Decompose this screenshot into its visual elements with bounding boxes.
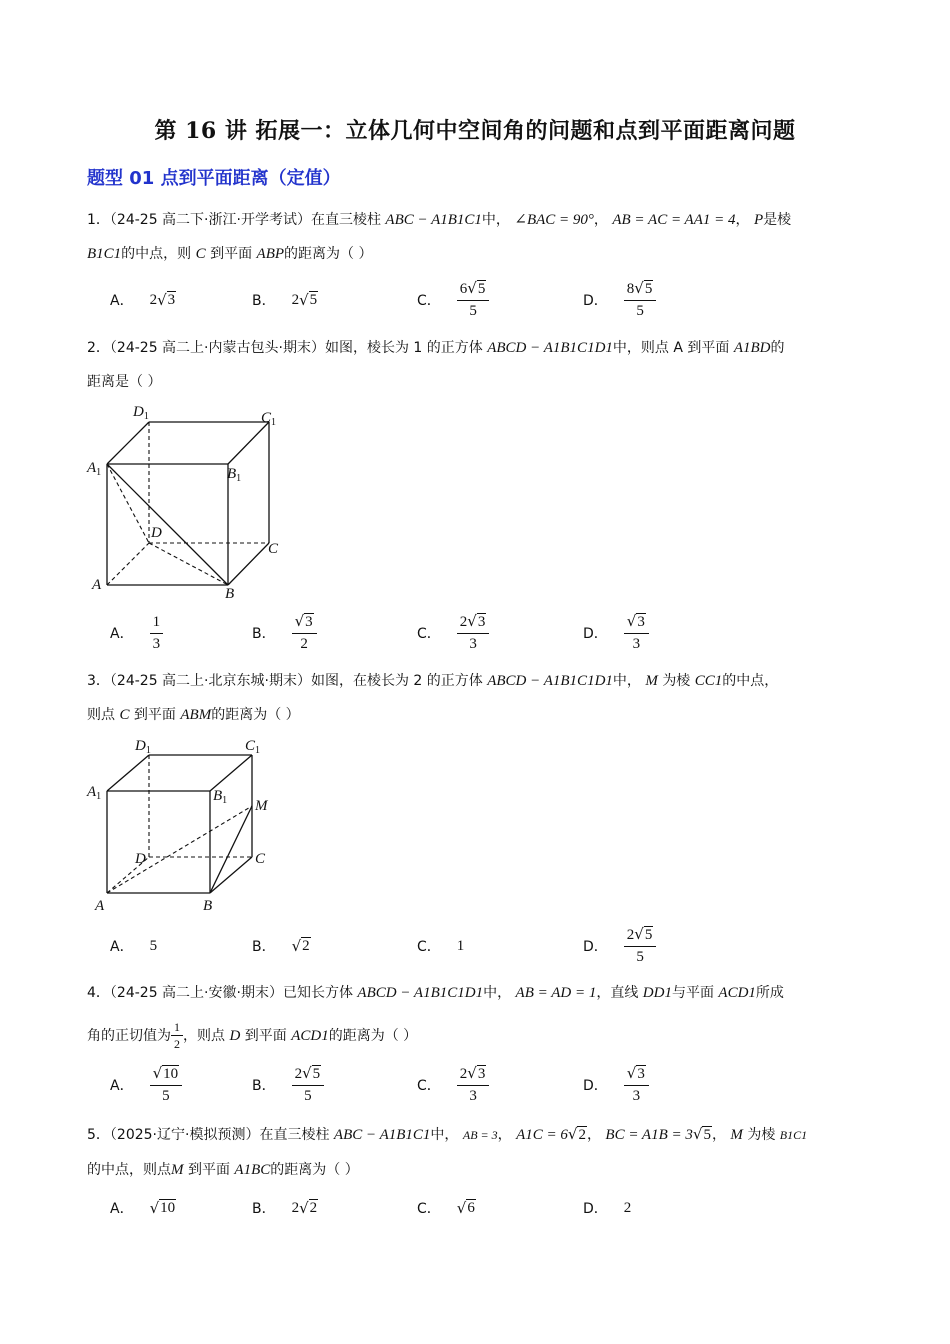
q5-prism: ABC − A1B1C1 <box>333 1127 431 1143</box>
option-radicand: 5 <box>477 281 486 297</box>
option-value: 2 <box>623 1199 632 1216</box>
option-coef: 2 <box>459 1066 468 1082</box>
q5-point-m: M <box>730 1127 743 1143</box>
option-coef: 2 <box>459 614 468 630</box>
option-letter: B． <box>252 293 276 309</box>
section-title: 题型 01 点到平面距离（定值） <box>87 168 341 189</box>
q3-point-m: M <box>645 673 658 689</box>
q4-option-d[interactable] <box>583 1062 649 1108</box>
label-a1: $A_1$ <box>87 460 102 478</box>
q5-point-m-2: M <box>171 1162 184 1178</box>
q1-option-b[interactable]: B． 2 √ 5 <box>252 291 318 309</box>
q1-text: ， <box>593 212 608 228</box>
q5-text: 的距离为（ ） <box>270 1162 359 1178</box>
q2-option-d[interactable] <box>583 610 649 656</box>
q2-text: 如图，棱长为 1 的正方体 <box>324 340 483 356</box>
option-value: 5 <box>149 937 158 954</box>
option-radicand: 5 <box>644 927 653 943</box>
option-letter: D． <box>583 939 608 955</box>
option-fraction: $\frac{6√5}{5}$ <box>457 279 490 321</box>
option-denominator: 3 <box>469 636 477 652</box>
option-letter: C． <box>417 293 441 309</box>
q3-option-b[interactable]: B． √ 2 <box>252 937 310 955</box>
q4-source: （24-25 高二上·安徽·期末） <box>109 985 283 1001</box>
q5-text: 在直三棱柱 <box>259 1127 330 1143</box>
q2-text: 的 <box>770 340 785 356</box>
hidden-edge-db <box>149 543 228 585</box>
q2-options <box>110 610 870 656</box>
label-c: C <box>255 851 266 867</box>
option-denominator: 3 <box>469 1088 477 1104</box>
q3-line-1 <box>87 671 778 691</box>
q3-text: 为棱 <box>662 673 691 689</box>
option-value: 1 <box>456 937 465 954</box>
q5-eq3-radicand: 5 <box>703 1127 711 1143</box>
label-d1: $D_1$ <box>133 404 149 422</box>
q3-plane: ABM <box>180 707 212 723</box>
option-coef: 8 <box>626 281 635 297</box>
option-letter: B． <box>252 626 276 642</box>
label-b: B <box>225 586 235 602</box>
q4-text: ，则点 <box>183 1027 225 1044</box>
q2-source: （24-25 高二上·内蒙古包头·期末） <box>109 340 325 356</box>
diagonal-a1b <box>107 464 228 585</box>
q3-number: 3． <box>87 673 110 689</box>
q4-text: 的距离为（ ） <box>328 1027 418 1044</box>
q3-text: 则点 <box>87 707 115 723</box>
q5-option-b[interactable]: B． 2 √ 2 <box>252 1199 318 1217</box>
option-radicand: 5 <box>644 281 653 297</box>
q4-number: 4． <box>87 985 110 1001</box>
q5-eq2: A1C = 6 <box>516 1127 568 1143</box>
label-c1: $C_1$ <box>261 410 277 428</box>
hidden-edge-a1d <box>107 464 149 543</box>
option-denominator: 3 <box>632 1088 641 1104</box>
q3-edge: CC1 <box>694 673 723 689</box>
option-radicand: 3 <box>477 1066 486 1082</box>
q2-text: 距离是（ ） <box>87 374 162 390</box>
q3-option-d[interactable] <box>583 923 656 969</box>
q5-line-1: 5．（2025·辽宁·模拟预测）在直三棱柱 ABC − A1B1C1中， AB = 3， A1C = 6√2， BC = A1B = 3√5， M 为棱 B1C1 <box>87 1125 808 1143</box>
q3-text: 的中点， <box>722 673 779 689</box>
option-fraction: $\frac{√3}{3}$ <box>624 1064 649 1106</box>
label-b1: $B_1$ <box>227 466 242 484</box>
q5-option-a[interactable]: A． √ 10 <box>110 1199 176 1217</box>
q5-option-c[interactable]: C． √ 6 <box>417 1199 475 1217</box>
q1-number: 1． <box>87 212 110 228</box>
q5-text: 中， <box>430 1127 459 1143</box>
label-m: M <box>255 798 268 814</box>
option-letter: A． <box>110 939 134 955</box>
q1-point-c: C <box>195 246 206 262</box>
option-radicand: 10 <box>163 1066 179 1082</box>
q1-text: 的中点，则 <box>121 246 192 262</box>
q1-plane: ABP <box>256 246 285 262</box>
option-letter: D． <box>583 626 608 642</box>
option-fraction: $\frac{√10}{5}$ <box>150 1064 183 1106</box>
option-numerator: 1 <box>150 613 164 634</box>
label-d1: $D_1$ <box>135 738 151 756</box>
q4-text: 已知长方体 <box>282 985 353 1001</box>
q4-plane: ACD1 <box>718 985 756 1001</box>
option-letter: D． <box>583 1201 608 1217</box>
q5-number: 5． <box>87 1127 110 1143</box>
option-denominator: 5 <box>162 1088 170 1104</box>
label-b1: $B_1$ <box>213 788 228 806</box>
edge-line <box>107 755 149 791</box>
option-fraction <box>150 613 164 654</box>
q5-source: （2025·辽宁·模拟预测） <box>109 1127 260 1143</box>
q3-source: （24-25 高二上·北京东城·期末） <box>109 673 311 689</box>
q1-text: 中， <box>481 212 510 228</box>
q1-option-c[interactable] <box>417 277 489 323</box>
label-a: A <box>92 577 102 593</box>
q4-line: DD1 <box>642 985 672 1001</box>
edge-line <box>210 755 252 791</box>
label-d: D <box>135 851 146 867</box>
tan-numerator: 1 <box>171 1020 183 1036</box>
q2-option-a[interactable] <box>110 610 163 656</box>
edge-line <box>228 543 269 585</box>
option-letter: D． <box>583 1078 608 1094</box>
q4-line-2 <box>87 1020 417 1051</box>
q1-text: ， <box>735 212 750 228</box>
option-fraction: $\frac{8√5}{5}$ <box>624 279 657 321</box>
option-coef: 2 <box>294 1066 303 1082</box>
q4-box: ABCD − A1B1C1D1 <box>357 985 484 1001</box>
q5-line-2 <box>87 1160 359 1180</box>
edge-line <box>107 422 149 464</box>
q1-text: 是棱 <box>763 212 792 228</box>
option-denominator: 5 <box>469 303 477 319</box>
q4-equation: AB = AD = 1 <box>515 985 597 1001</box>
q5-options <box>110 1185 870 1231</box>
option-radicand: 3 <box>637 1066 645 1082</box>
option-coef: 2 <box>291 291 300 308</box>
label-b: B <box>203 898 213 914</box>
q2-cube: ABCD − A1B1C1D1 <box>487 340 613 356</box>
q2-number: 2． <box>87 340 110 356</box>
q4-options <box>110 1062 870 1108</box>
option-radicand: 10 <box>160 1200 176 1216</box>
option-radicand: 5 <box>312 1066 321 1082</box>
q3-options <box>110 923 870 969</box>
q3-option-a[interactable] <box>110 923 157 969</box>
option-radicand: 3 <box>167 292 176 308</box>
q3-text: 的距离为（ ） <box>211 707 300 723</box>
option-denominator: 5 <box>304 1088 312 1104</box>
q1-options <box>110 277 870 323</box>
option-letter: B． <box>252 939 276 955</box>
q3-option-c[interactable] <box>417 923 464 969</box>
option-denominator: 3 <box>152 635 161 652</box>
q5-text: 为棱 <box>747 1127 776 1143</box>
q1-prism: ABC − A1B1C1 <box>385 212 482 228</box>
hidden-edge <box>107 543 149 585</box>
q1-edge: B1C1 <box>87 246 122 262</box>
q5-eq3: BC = A1B = 3 <box>605 1127 693 1143</box>
hidden-segment-am <box>107 806 252 893</box>
option-coef: 2 <box>291 1199 300 1216</box>
q3-cube-figure <box>85 733 285 915</box>
q1-text: 到平面 <box>210 246 253 262</box>
label-a1: $A_1$ <box>87 784 102 802</box>
option-radicand: 3 <box>637 614 645 630</box>
q5-edge: B1C1 <box>779 1128 808 1142</box>
option-fraction: $\frac{2√3}{3}$ <box>457 1064 490 1106</box>
q1-point-p: P <box>753 212 764 228</box>
option-radicand: 5 <box>309 292 318 308</box>
option-letter: C． <box>417 1078 441 1094</box>
option-fraction: $\frac{√3}{3}$ <box>624 612 649 654</box>
q5-text: ， <box>497 1127 512 1143</box>
q2-text: 中，则点 A 到平面 <box>612 340 730 356</box>
q2-option-c[interactable] <box>417 610 489 656</box>
option-letter: A． <box>110 293 134 309</box>
q4-point-d: D <box>229 1027 241 1044</box>
q1-angle: ∠BAC = 90° <box>514 212 594 228</box>
option-fraction: $\frac{2√5}{5}$ <box>292 1064 325 1106</box>
option-radicand: 2 <box>302 938 310 954</box>
q3-text: 如图，在棱长为 2 的正方体 <box>310 673 483 689</box>
q4-text: 到平面 <box>244 1027 287 1044</box>
q1-option-d[interactable] <box>583 277 656 323</box>
option-letter: C． <box>417 1201 441 1217</box>
label-c: C <box>268 541 279 557</box>
option-letter: A． <box>110 1201 134 1217</box>
q2-option-b[interactable] <box>252 610 317 656</box>
q3-text: 中， <box>612 673 641 689</box>
q3-cube: ABCD − A1B1C1D1 <box>487 673 613 689</box>
q2-plane: A1BD <box>733 340 771 356</box>
option-fraction: $\frac{2√5}{5}$ <box>624 925 657 967</box>
tan-denominator: 2 <box>174 1037 180 1051</box>
q5-eq1: AB = 3 <box>462 1128 498 1142</box>
q4-option-b[interactable] <box>252 1062 324 1108</box>
q4-text: 所成 <box>755 985 784 1001</box>
q4-option-a[interactable] <box>110 1062 182 1108</box>
q2-cube-figure <box>85 400 295 605</box>
q4-option-c[interactable] <box>417 1062 489 1108</box>
option-letter: C． <box>417 939 441 955</box>
q5-eq2-radicand: 2 <box>578 1127 586 1143</box>
option-letter: B． <box>252 1201 276 1217</box>
q3-text: 到平面 <box>133 707 176 723</box>
option-fraction: $\frac{√3}{2}$ <box>292 612 317 654</box>
q1-source: （24-25 高二下·浙江·开学考试） <box>109 212 311 228</box>
q5-text: 的中点，则点 <box>87 1162 171 1178</box>
q4-text: 角的正切值为 <box>87 1027 171 1044</box>
q2-line-1 <box>87 338 785 358</box>
page-title: 第 16 讲 拓展一：立体几何中空间角的问题和点到平面距离问题 <box>154 118 796 144</box>
segment-bm <box>210 806 252 893</box>
option-radicand: 6 <box>467 1200 475 1216</box>
q4-plane-2: ACD1 <box>291 1027 329 1044</box>
option-letter: B． <box>252 1078 276 1094</box>
q1-text: 的距离为（ ） <box>284 246 373 262</box>
q1-line-1 <box>87 210 791 230</box>
q5-text: ， <box>711 1127 726 1143</box>
q5-text: 到平面 <box>187 1162 230 1178</box>
edge-line <box>210 857 252 893</box>
q2-line-2 <box>87 372 161 392</box>
q1-text: 在直三棱柱 <box>310 212 381 228</box>
option-radicand: 2 <box>309 1200 318 1216</box>
label-d: D <box>151 525 162 541</box>
option-letter: A． <box>110 1078 134 1094</box>
label-a: A <box>95 898 105 914</box>
option-coef: 6 <box>459 281 468 297</box>
q3-point-c: C <box>119 707 130 723</box>
option-radicand: 3 <box>477 614 486 630</box>
q1-equation: AB = AC = AA1 = 4 <box>612 212 736 228</box>
q4-text: 与平面 <box>671 985 714 1001</box>
q5-option-d[interactable] <box>583 1185 631 1231</box>
option-denominator: 2 <box>300 636 308 652</box>
q3-line-2 <box>87 705 300 725</box>
q1-line-2 <box>87 244 373 264</box>
option-coef: 2 <box>626 927 635 943</box>
option-coef: 2 <box>149 291 158 308</box>
q5-plane: A1BC <box>234 1162 271 1178</box>
q4-text: ，直线 <box>596 985 639 1001</box>
option-denominator: 3 <box>632 636 641 652</box>
label-c1: $C_1$ <box>245 738 261 756</box>
q4-text: 中， <box>483 985 512 1001</box>
q4-tan-fraction <box>171 1020 183 1051</box>
option-fraction: $\frac{2√3}{3}$ <box>457 612 490 654</box>
option-letter: A． <box>110 626 134 642</box>
option-denominator: 5 <box>636 949 644 965</box>
q4-line-1 <box>87 983 784 1003</box>
edge-line <box>228 422 269 464</box>
option-letter: C． <box>417 626 441 642</box>
q1-option-a[interactable]: A． 2 √ 3 <box>110 291 176 309</box>
option-letter: D． <box>583 293 608 309</box>
option-radicand: 3 <box>305 614 313 630</box>
q5-text: ， <box>586 1127 601 1143</box>
option-denominator: 5 <box>636 303 644 319</box>
